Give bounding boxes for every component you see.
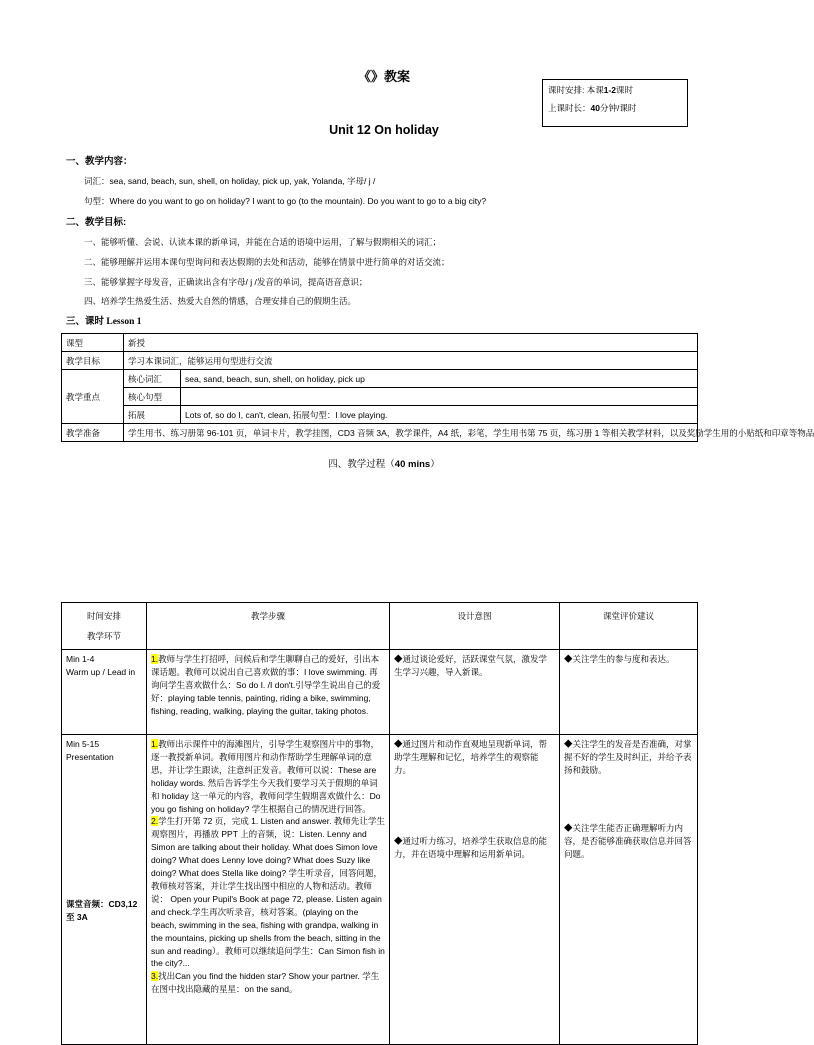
lesson-duration-unit: 分钟/课时 [599, 103, 637, 113]
unit-title: Unit 12 On holiday [329, 123, 439, 137]
time-cell [62, 735, 147, 1045]
time-range: Min 1-4 [66, 654, 95, 664]
table-row [62, 735, 698, 1045]
table-row [62, 650, 698, 735]
goal-item: 一、能够听懂、会说、认读本课的新单词，并能在合适的语境中运用，了解与假期相关的词汇； [84, 237, 442, 247]
col-header-time-line2: 教学环节 [86, 631, 121, 641]
document-title: 《》教案 [357, 69, 410, 84]
lesson-info-table [61, 333, 814, 442]
section-heading-lesson: 三、课时 Lesson 1 [66, 317, 142, 327]
preparation-value: 学生用书、练习册第 96-101 页，单词卡片，教学挂图，CD3 音频 3A，教学课件，A4 纸，彩笔，学生用书第 75 页，练习册 1 等相关教学材料，以及奖励学生用的小贴纸和印章等物品 [124, 424, 698, 442]
audio-track-start: CD3,12 [108, 898, 138, 909]
lesson-count-label: 课时安排: 本课 [548, 85, 604, 95]
col-header-steps: 教学步骤 [147, 603, 390, 650]
lesson-count-value: 1-2 [603, 85, 617, 95]
step-item [151, 738, 385, 815]
intent-item: ◆通过图片和动作直观地呈现新单词，帮助学生理解和记忆，培养学生的观察能力。 [394, 739, 548, 775]
step-text: 学生打开第 72 页，完成 1. Listen and answer. 教师先让学生观察图片，再播放 PPT 上的音频，说：Listen. Lenny and Simon are talking about their holiday. What does Simon love doing? What does Lenny love doing? What does Suzy like doing? What does Stella like doing? 学生听录音，回答问题，教师核对答案，并让学生找出图中相应的人物和活动。教师说： Open your Pupil's Book at page 72, please. Listen again and check.学生再次听录音，核对答案。(playing on the beach, swimming in the sea, fishing with grandpa, walking in the mountains, picking up shells from the beach, sitting in the sun and reading）。教师可以继续追问学生：Can Simon fish in the city?... [151, 816, 385, 969]
intent-cell: ◆通过谈论爱好，活跃课堂气氛，激发学生学习兴趣，导入新课。 [390, 650, 560, 735]
steps-cell [147, 650, 390, 735]
evaluation-cell [560, 735, 698, 1045]
lesson-type-label: 课型 [62, 334, 124, 352]
step-text: 教师出示课件中的海滩图片，引导学生观察图片中的事物，逐一教授新单词。教师用图片和动作帮助学生理解单词的意思，并让学生跟读，注意纠正发音。教师可以说：These are holiday words. 然后告诉学生今天我们要学习关于假期的单词和 holiday 这一单元的内容，教师问学生假期喜欢做什么：Do you go fishing on holiday? 学生根据自己的情况进行回答。 [151, 739, 381, 814]
step-number: 1. [151, 654, 159, 664]
key-points-label: 教学重点 [62, 370, 124, 424]
step-item [151, 970, 385, 996]
teaching-goal-value: 学习本课词汇，能够运用句型进行交流 [124, 352, 698, 370]
lesson-count-line [548, 81, 682, 99]
sentence-line: 句型：Where do you want to go on holiday? I want to go (to the mountain). Do you want to go to a big city? [84, 196, 487, 206]
teaching-process-table [61, 602, 698, 1045]
col-header-time-line1: 时间安排 [86, 611, 121, 621]
step-text: 教师与学生打招呼，问候后和学生聊聊自己的爱好，引出本课话题。教师可以说出自己喜欢做的事：I love swimming. 再询问学生喜欢做什么：So do I. /I don't.引导学生说出自己的爱好：playing table tennis, painting, riding a bike, swimming, fishing, reading, walking, playing the guitar, taking photos. [151, 654, 381, 716]
steps-cell [147, 735, 390, 1045]
preparation-label: 教学准备 [62, 424, 124, 442]
evaluation-item: ◆关注学生的发音是否准确，对掌握不好的学生及时纠正，并给予表扬和鼓励。 [564, 739, 692, 775]
process-duration: 40 mins [394, 459, 431, 470]
audio-reference [66, 898, 142, 924]
lesson-duration-line [548, 99, 682, 117]
stage-name: Presentation [66, 751, 114, 762]
lesson-type-value: 新授 [124, 334, 698, 352]
section-heading-goals: 二、教学目标: [66, 217, 127, 228]
goal-item: 二、能够理解并运用本课句型询问和表达假期的去处和活动，能够在情景中进行简单的对话交流； [84, 257, 450, 267]
extension-value: Lots of, so do I, can't, clean, 拓展句型：I love playing. [181, 406, 698, 424]
step-item [151, 815, 385, 970]
core-vocab-label: 核心词汇 [124, 370, 181, 388]
time-range: Min 5-15 [66, 739, 100, 749]
col-header-intent: 设计意图 [390, 603, 560, 650]
process-heading-prefix: 四、教学过程（ [328, 459, 395, 470]
intent-item: ◆通过听力练习，培养学生获取信息的能力，并在语境中理解和运用新单词。 [394, 835, 548, 859]
audio-track-end: 3A [76, 911, 88, 922]
core-sentence-label: 核心句型 [124, 388, 181, 406]
extension-label: 拓展 [124, 406, 181, 424]
vocab-line: 词汇：sea, sand, beach, sun, shell, on holiday, pick up, yak, Yolanda, 字母/ j / [84, 176, 376, 186]
lesson-duration-value: 40 [590, 103, 600, 113]
core-sentence-value [181, 388, 698, 406]
stage-name: Warm up / Lead in [66, 666, 136, 677]
evaluation-item: ◆关注学生能否正确理解听力内容，是否能够准确获取信息并回答问题。 [564, 822, 692, 859]
goal-item: 四、培养学生热爱生活、热爱大自然的情感，合理安排自己的假期生活。 [84, 296, 357, 306]
teaching-goal-label: 教学目标 [62, 352, 124, 370]
evaluation-cell: ◆关注学生的参与度和表达。 [560, 650, 698, 735]
col-header-evaluation: 课堂评价建议 [560, 603, 698, 650]
lesson-duration-label: 上课时长： [548, 103, 591, 113]
intent-cell [390, 735, 560, 1045]
lesson-count-unit: 课时 [616, 85, 634, 95]
core-vocab-value: sea, sand, beach, sun, shell, on holiday, pick up [181, 370, 698, 388]
goal-item: 三、能够掌握字母发音，正确读出含有字母/ j /发音的单词，提高语音意识； [84, 277, 368, 287]
step-text: 找出Can you find the hidden star? Show your partner. 学生在图中找出隐藏的星星：on the sand。 [151, 971, 380, 995]
section-heading-content: 一、教学内容： [66, 156, 133, 167]
audio-connector: 至 [66, 911, 75, 922]
process-heading [0, 456, 768, 470]
step-number: 3. [151, 971, 159, 982]
step-number: 2. [151, 816, 159, 827]
time-cell [62, 650, 147, 735]
process-heading-suffix: ） [430, 459, 440, 470]
step-number: 1. [151, 739, 159, 749]
col-header-time [62, 603, 147, 650]
lesson-info-box [542, 79, 688, 127]
audio-label: 课堂音频： [66, 898, 109, 909]
